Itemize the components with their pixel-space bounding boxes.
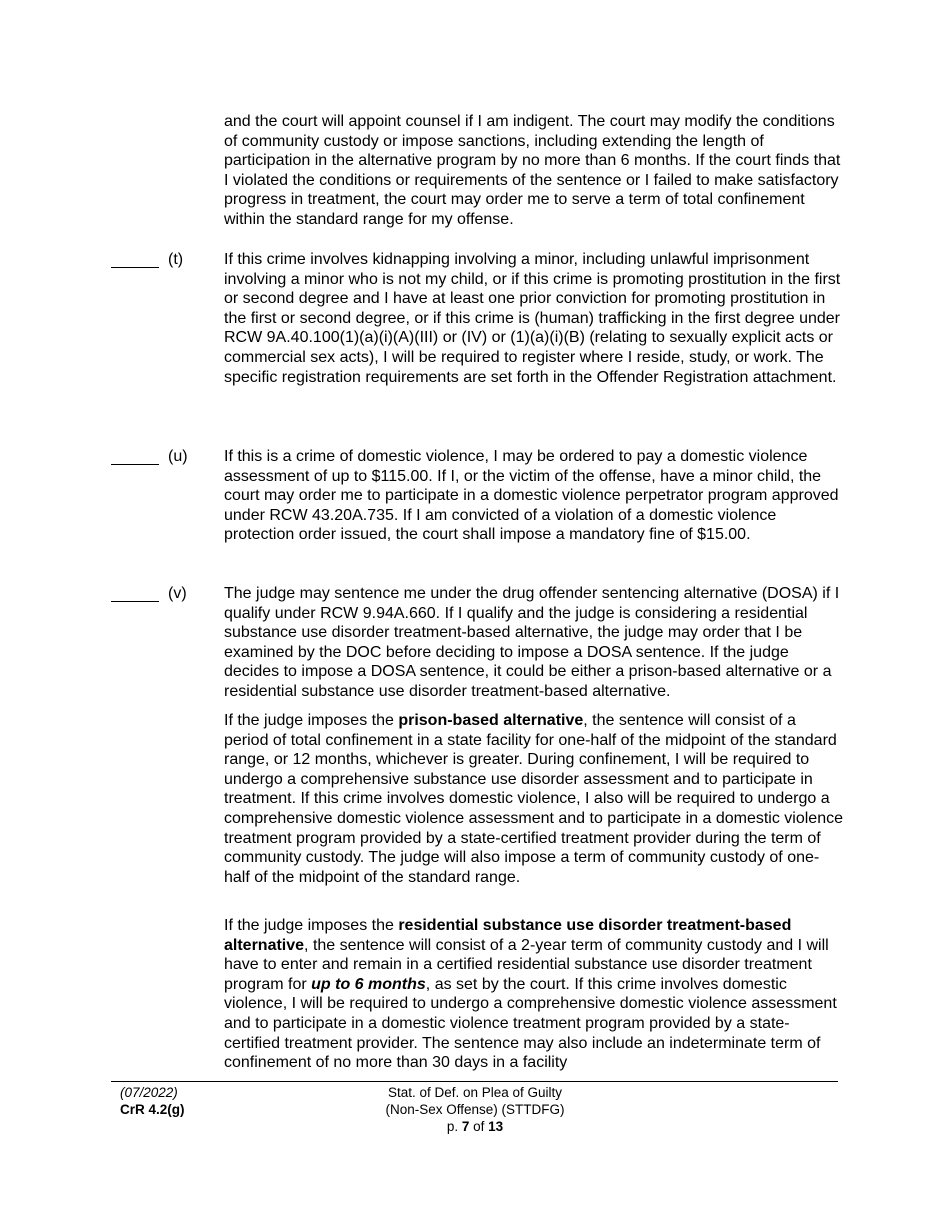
paragraph-u: If this is a crime of domestic violence, I may be ordered to pay a domestic violence assessment of up to $115.00. If I, or the victim of the offense, have a minor child, the court may order me to participate in a domestic violence perpetrator program approved under RCW 43.20A.735. If I am convicted of a violation of a domestic violence protection order issued, the court shall impose a mandatory fine of $15.00.: [224, 448, 839, 544]
footer-title-2: (Non-Sex Offense) (STTDFG): [385, 1102, 565, 1117]
footer-title-1: Stat. of Def. on Plea of Guilty: [387, 1085, 563, 1100]
page-total: 13: [488, 1119, 504, 1134]
item-label-t: (t): [168, 251, 184, 268]
prison-pre: If the judge imposes the: [224, 712, 399, 729]
initial-blank-v[interactable]: [111, 601, 159, 602]
paragraph-s-continued: and the court will appoint counsel if I am indigent. The court may modify the conditions of community custody or impose sanctions, including extending the length of participation in the alternative program by no more than 6 months. If the court finds that I violated the conditions or requirements of the sentence or I failed to make satisfactory progress in treatment, the court may order me to serve a term of total confinement within the standard range for my offense.: [224, 113, 841, 228]
res-post: , as set by the court. If this crime involves domestic violence, I will be required to undergo a comprehensive domestic violence assessment and to participate in a domestic violence treatment program provided by a state-certified treatment provider. The sentence may also include an indeterminate term of confinement of no more than 30 days in a facility: [224, 975, 837, 1072]
res-mid: , the sentence will consist of a 2-year term of community custody and I will have to enter and remain in a certified residential substance use disorder treatment program for: [224, 936, 829, 993]
prison-post: , the sentence will consist of a period of total confinement in a state facility for one-half of the midpoint of the standard range, or 12 months, whichever is greater. During confinement, I will be required to undergo a comprehensive substance use disorder assessment and to participate in treatment. If this crime involves domestic violence, I also will be required to undergo a comprehensive domestic violence assessment and to participate in a domestic violence treatment program provided by a state-certified treatment provider during the term of community custody. The judge will also impose a term of community custody of one-half of the midpoint of the standard range.: [224, 712, 843, 886]
initial-blank-t[interactable]: [111, 267, 159, 268]
page-of: of: [469, 1119, 489, 1134]
initial-blank-u[interactable]: [111, 464, 159, 465]
residential-term: residential substance use disorder treatment-based alternative: [224, 917, 792, 954]
paragraph-prison-based: [224, 711, 844, 887]
footer-left: [120, 1084, 185, 1118]
item-label-u: (u): [168, 448, 188, 465]
page-current: 7: [461, 1119, 470, 1134]
res-pre: If the judge imposes the: [224, 917, 399, 934]
item-label-v: (v): [168, 585, 187, 602]
prison-based-term: prison-based alternative: [398, 712, 584, 729]
footer-rule-citation: CrR 4.2(g): [120, 1102, 185, 1117]
up-to-6-months: up to 6 months: [311, 975, 426, 993]
page-prefix: p.: [446, 1119, 462, 1134]
paragraph-v: The judge may sentence me under the drug offender sentencing alternative (DOSA) if I qualify under RCW 9.94A.660. If I qualify and the judge is considering a residential substance use disorder treatment-based alternative, the judge may order that I be examined by the DOC before deciding to impose a DOSA sentence. If the judge decides to impose a DOSA sentence, it could be either a prison-based alternative or a residential substance use disorder treatment-based alternative.: [224, 585, 840, 700]
footer-date: (07/2022): [120, 1085, 178, 1100]
page-number: [355, 1118, 595, 1135]
paragraph-t-part2: RCW 9A.40.100(1)(a)(i)(A)(III) or (IV) or (1)(a)(i)(B) (relating to sexually explicit acts or commercial sex acts), I will be required to register where I reside, study, or work. The specific registration requirements are set forth in the Offender Registration attachment.: [224, 329, 837, 386]
footer-rule: [111, 1081, 838, 1082]
footer-center: [355, 1084, 595, 1135]
paragraph-residential: [224, 916, 844, 1073]
paragraph-t: [224, 250, 844, 387]
paragraph-t-part1: If this crime involves kidnapping involving a minor, including unlawful imprisonment involving a minor who is not my child, or if this crime is promoting prostitution in the first or second degree and I have at least one prior conviction for promoting prostitution in the first or second degree, or if this crime is (human) trafficking in the first degree under: [224, 251, 841, 327]
